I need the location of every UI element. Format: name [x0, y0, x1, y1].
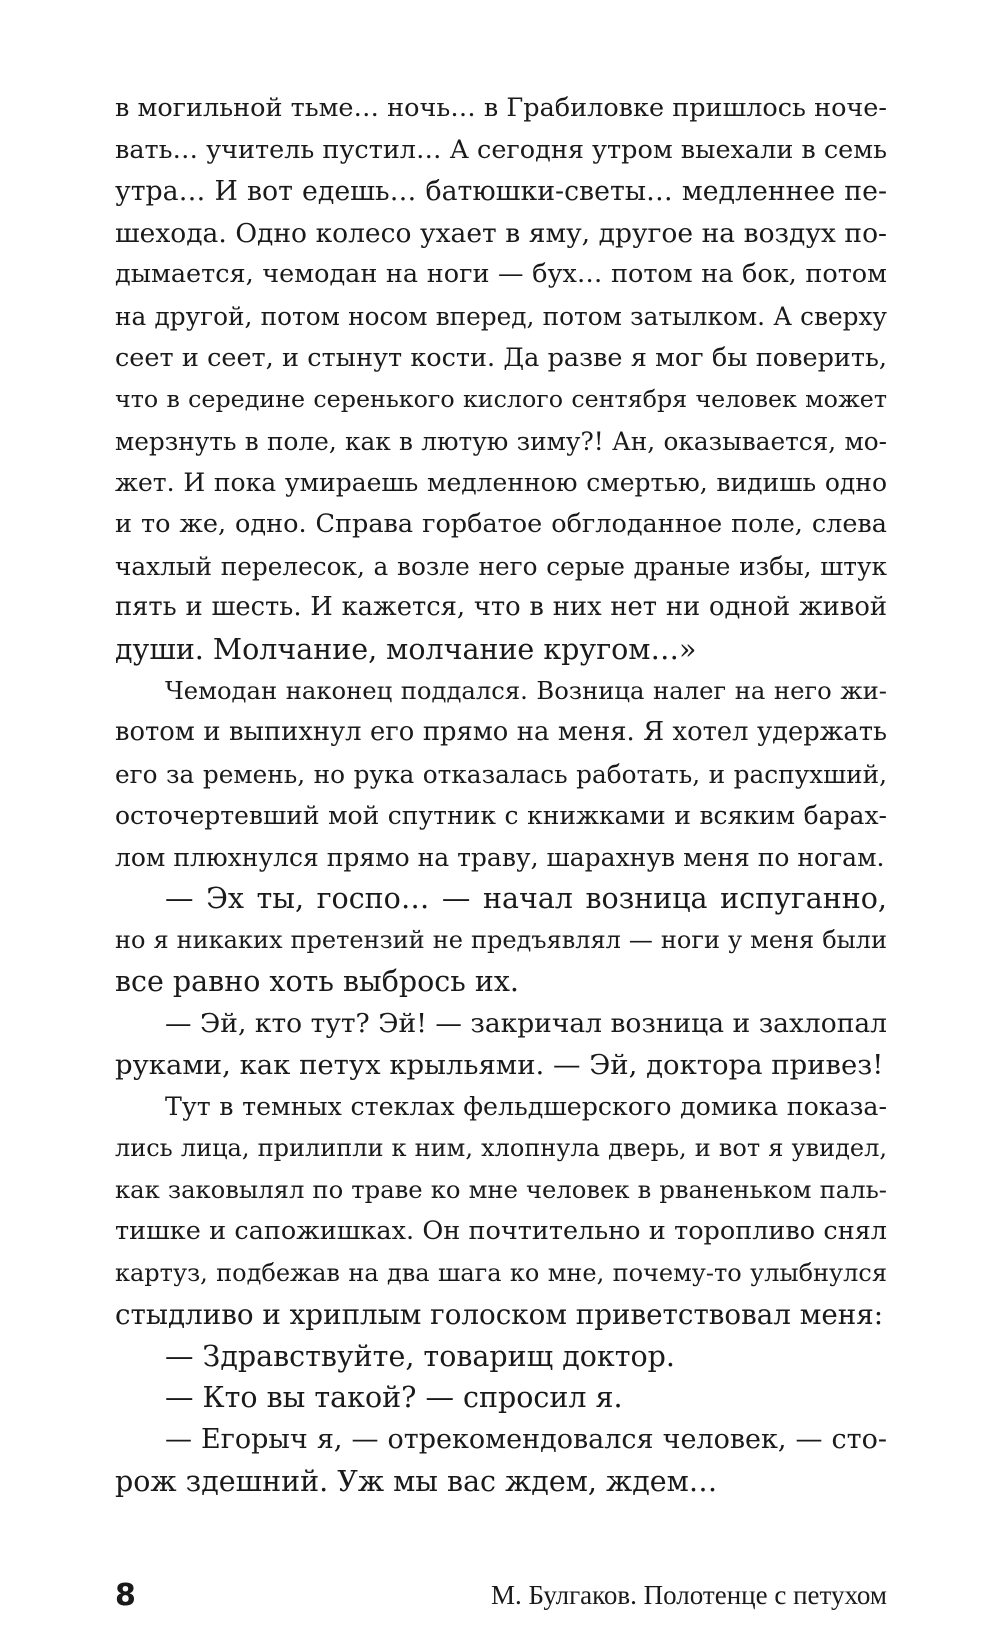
- text-line: лись лица, прилипли к ним, хлопнула дверь, и вот я увидел,: [115, 1133, 887, 1162]
- text-line: в могильной тьме… ночь… в Грабиловке пришлось ноче-: [115, 93, 887, 123]
- text-line: Тут в темных стеклах фельдшерского домика показа-: [165, 1092, 887, 1122]
- text-line: осточертевший мой спутник с книжками и всяким барах-: [115, 801, 887, 831]
- text-line: как заковылял по траве ко мне человек в рваненьком паль-: [115, 1175, 887, 1205]
- text-line: — Эх ты, госпо… — начал возница испуганно,: [165, 882, 887, 916]
- text-line: — Кто вы такой? — спросил я.: [165, 1381, 623, 1415]
- page-number: 8: [115, 1578, 136, 1613]
- text-line: вотом и выпихнул его прямо на меня. Я хотел удержать: [115, 716, 887, 747]
- text-line: — Эй, кто тут? Эй! — закричал возница и захлопал: [165, 1008, 887, 1040]
- text-line: все равно хоть выбрось их.: [115, 965, 519, 999]
- body-text: [115, 88, 887, 1502]
- text-line: души. Молчание, молчание кругом…»: [115, 632, 697, 666]
- text-line: сеет и сеет, и стынут кости. Да разве я мог бы поверить,: [115, 342, 887, 373]
- text-line: мерзнуть в поле, как в лютую зиму?! Ан, оказывается, мо-: [115, 426, 887, 456]
- text-line: руками, как петух крыльями. — Эй, доктора привез!: [115, 1048, 884, 1081]
- text-line: тишке и сапожишках. Он почтительно и торопливо снял: [115, 1216, 887, 1247]
- text-line: но я никаких претензий не предъявлял — ноги у меня были: [115, 925, 887, 954]
- text-line: и то же, одно. Справа горбатое обглоданное поле, слева: [115, 508, 887, 539]
- text-line: чахлый перелесок, а возле него серые драные избы, штук: [115, 551, 887, 581]
- text-line: его за ремень, но рука отказалась работать, и распухший,: [115, 759, 887, 789]
- text-line: вать… учитель пустил… А сегодня утром выехали в семь: [115, 134, 887, 165]
- text-line: картуз, подбежав на два шага ко мне, почему-то улыбнулся: [115, 1258, 887, 1287]
- text-line: дымается, чемодан на ноги — бух… потом на бок, потом: [115, 259, 887, 290]
- running-title: М. Булгаков. Полотенце с петухом: [490, 1580, 887, 1610]
- text-line: шехода. Одно колесо ухает в яму, другое на воздух по-: [115, 217, 887, 249]
- text-line: лом плюхнулся прямо на траву, шарахнув меня по ногам.: [115, 842, 885, 872]
- page-footer: [115, 1578, 887, 1618]
- text-line: Чемодан наконец поддался. Возница налег на него жи-: [165, 676, 887, 706]
- text-line: — Егорыч я, — отрекомендовался человек, — сто-: [165, 1424, 887, 1455]
- text-line: пять и шесть. И кажется, что в них нет ни одной живой: [115, 592, 887, 623]
- text-line: — Здравствуйте, товарищ доктор.: [165, 1339, 675, 1373]
- text-line: стыдливо и хриплым голоском приветствовал меня:: [115, 1298, 884, 1332]
- text-line: что в середине серенького кислого сентября человек может: [115, 385, 887, 414]
- text-line: утра… И вот едешь… батюшки-светы… медленнее пе-: [115, 176, 887, 208]
- text-line: рож здешний. Уж мы вас ждем, ждем…: [115, 1464, 718, 1498]
- text-line: на другой, потом носом вперед, потом затылком. А сверху: [115, 301, 887, 331]
- text-line: жет. И пока умираешь медленною смертью, видишь одно: [115, 468, 887, 498]
